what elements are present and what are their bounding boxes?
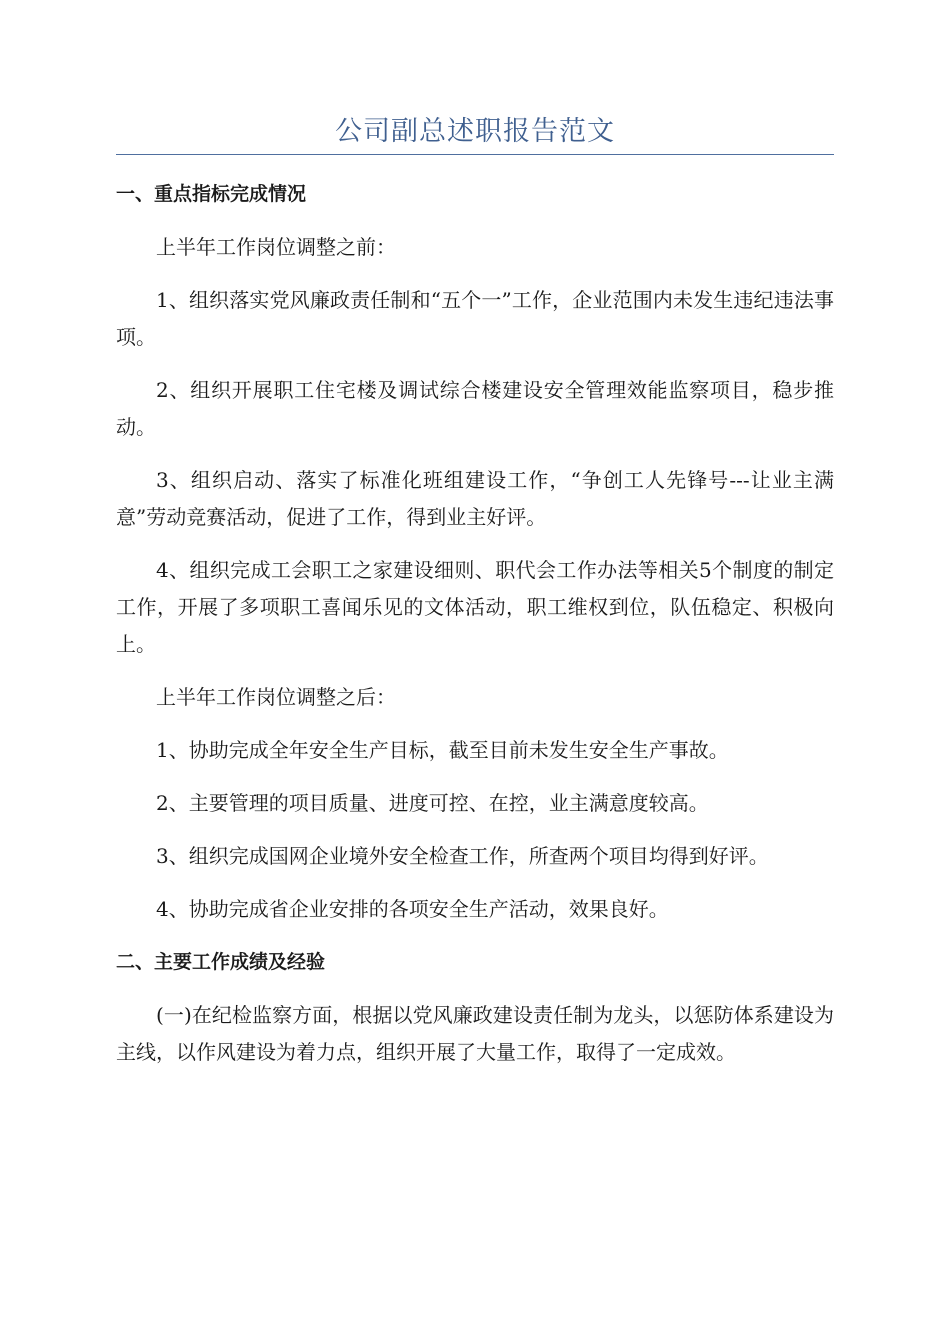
paragraph: 3、组织启动、落实了标准化班组建设工作，“争创工人先锋号---让业主满意”劳动竞赛活动，促进了工作，得到业主好评。 bbox=[116, 468, 834, 529]
paragraph: 上半年工作岗位调整之前： bbox=[156, 235, 396, 259]
document-body bbox=[116, 176, 834, 1087]
document-title: 公司副总述职报告范文 bbox=[335, 116, 615, 147]
section-1 bbox=[116, 176, 834, 928]
section-heading: 二、主要工作成绩及经验 bbox=[116, 951, 326, 973]
paragraph: 3、组织完成国网企业境外安全检查工作，所查两个项目均得到好评。 bbox=[156, 844, 769, 868]
paragraph: 1、组织落实党风廉政责任制和“五个一”工作，企业范围内未发生违纪违法事项。 bbox=[116, 288, 834, 349]
paragraph: (一)在纪检监察方面，根据以党风廉政建设责任制为龙头，以惩防体系建设为主线，以作风建设为着力点，组织开展了大量工作，取得了一定成效。 bbox=[116, 1003, 834, 1064]
paragraph: 2、主要管理的项目质量、进度可控、在控，业主满意度较高。 bbox=[156, 791, 709, 815]
paragraph: 2、组织开展职工住宅楼及调试综合楼建设安全管理效能监察项目，稳步推动。 bbox=[116, 378, 834, 439]
paragraph: 4、协助完成省企业安排的各项安全生产活动，效果良好。 bbox=[156, 897, 669, 921]
section-2 bbox=[116, 944, 834, 1071]
section-heading: 一、重点指标完成情况 bbox=[116, 183, 307, 205]
paragraph: 上半年工作岗位调整之后： bbox=[156, 685, 396, 709]
title-underline bbox=[116, 154, 834, 155]
paragraph: 4、组织完成工会职工之家建设细则、职代会工作办法等相关5个制度的制定工作，开展了多项职工喜闻乐见的文体活动，职工维权到位，队伍稳定、积极向上。 bbox=[116, 558, 834, 656]
paragraph: 1、协助完成全年安全生产目标，截至目前未发生安全生产事故。 bbox=[156, 738, 729, 762]
